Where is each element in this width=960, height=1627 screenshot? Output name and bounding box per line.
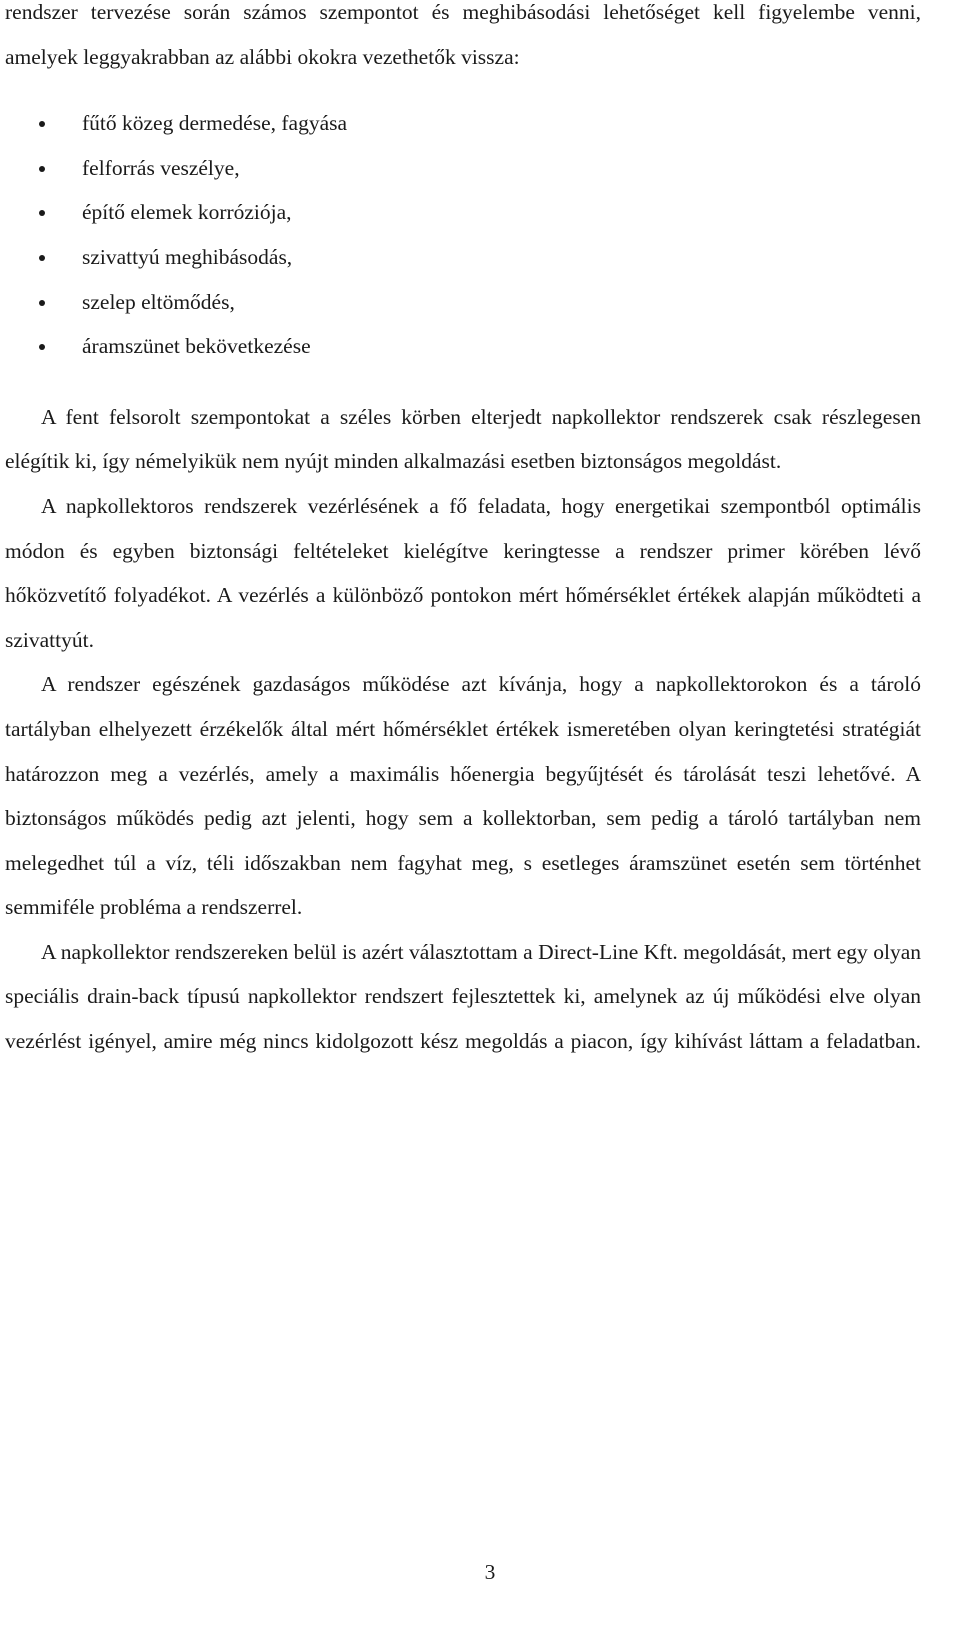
bullet-icon — [39, 300, 45, 306]
list-item-text: szelep eltömődés, — [82, 289, 235, 314]
list-item-text: építő elemek korróziója, — [82, 200, 292, 225]
body-paragraph-3: A rendszer egészének gazdaságos működése azt kívánja, hogy a napkollektorokon és a tároló tartályban elhelyezett érzékelők által mért hőmérséklet értékek ismeretében olyan keringtetési stratégiát határozzon meg a vezérlés, amely a maximális hőenergia begyűjtését és tárolását teszi lehetővé. A biztonságos működés pedig azt jelenti, hogy sem a kollektorban, sem pedig a tároló tartályban nem melegedhet túl a víz, téli időszakban nem fagyhat meg, s esetleges áramszünet esetén sem történhet semmiféle probléma a rendszerrel. — [5, 672, 921, 920]
body-paragraph-2: A napkollektoros rendszerek vezérlésének a fő feladata, hogy energetikai szempontból optimális módon és egyben biztonsági feltételeket kielégítve keringtesse a rendszer primer körében lévő hőközvetítő folyadékot. A vezérlés a különböző pontokon mért hőmérséklet értékek alapján működteti a szivattyút. — [5, 493, 921, 652]
page-number: 3 — [484, 1560, 496, 1584]
list-item — [5, 324, 921, 369]
bullet-icon — [39, 121, 45, 127]
body-paragraph-1: A fent felsorolt szempontokat a széles körben elterjedt napkollektor rendszerek csak részlegesen elégítik ki, így némelyikük nem nyújt minden alkalmazási esetben biztonságos megoldást. — [5, 404, 921, 474]
list-item-text: áramszünet bekövetkezése — [82, 334, 311, 359]
list-item — [5, 235, 921, 280]
list-item — [5, 280, 921, 325]
list-item-text: felforrás veszélye, — [82, 155, 240, 180]
list-item-text: fűtő közeg dermedése, fagyása — [82, 111, 348, 136]
bullet-icon — [39, 166, 45, 172]
intro-paragraph: rendszer tervezése során számos szempontot és meghibásodási lehetőséget kell figyelembe venni, amelyek leggyakrabban az alábbi okokra vezethetők vissza: — [5, 0, 921, 69]
list-item — [5, 146, 921, 191]
bullet-icon — [39, 210, 45, 216]
list-item — [5, 101, 921, 146]
list-item-text: szivattyú meghibásodás, — [82, 244, 293, 269]
body-paragraph-4: A napkollektor rendszereken belül is azért választottam a Direct-Line Kft. megoldását, mert egy olyan speciális drain-back típusú napkollektor rendszert fejlesztettek ki, amelynek az új működési elve olyan vezérlést igényel, amire még nincs kidolgozott kész megoldás a piacon, így kihívást láttam a feladatban. — [5, 939, 921, 1054]
failure-causes-list — [5, 101, 921, 369]
list-item — [5, 190, 921, 235]
bullet-icon — [39, 255, 45, 261]
document-page — [5, 0, 921, 1627]
bullet-icon — [39, 344, 45, 350]
